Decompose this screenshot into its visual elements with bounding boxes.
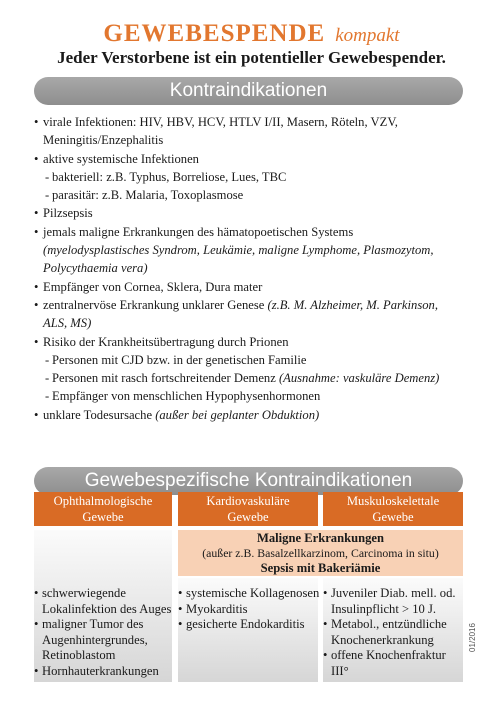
list-item-text: aktive systemische Infektionen	[43, 151, 199, 166]
contraindication-list	[34, 113, 474, 424]
malignant-subtitle: (außer z.B. Basalzellkarzinom, Carcinoma in situ)	[202, 546, 439, 560]
date-code: 01/2016	[468, 623, 477, 652]
list-item	[34, 351, 474, 369]
list-item-text: Meningitis/Enzephalitis	[43, 133, 164, 148]
list-item-line: Augenhintergrundes,	[42, 632, 148, 647]
list-item	[34, 296, 474, 314]
list-item	[34, 333, 474, 351]
section-banner-tissue-specific: Gewebespezifische Kontraindikationen	[34, 467, 463, 495]
list-item-note: (z.B. M. Alzheimer, M. Parkinson,	[267, 297, 438, 312]
list-item-line: • Hornhauterkrankungen	[42, 663, 159, 678]
list-item	[34, 186, 474, 204]
list-item-line: • maligner Tumor des	[42, 617, 144, 632]
list-item	[34, 314, 474, 332]
list-item-line: • offene Knochenfraktur	[331, 648, 446, 663]
list-item	[34, 586, 174, 617]
column-header-line: Kardiovaskuläre	[206, 494, 290, 508]
list-item-text: zentralnervöse Erkrankung unklarer Genese	[43, 297, 268, 312]
title-suffix: kompakt	[335, 25, 400, 46]
list-item-text: Risiko der Krankheitsübertragung durch Prionen	[43, 334, 289, 349]
list-item	[34, 131, 474, 149]
column-header-line: Ophthalmologische	[53, 494, 153, 508]
list-item-text: jemals maligne Erkrankungen des hämatopoetischen Systems	[43, 224, 354, 239]
list-item	[34, 223, 474, 241]
list-item-text: unklare Todesursache	[43, 407, 156, 422]
list-item-line: Knochenerkrankung	[331, 632, 434, 647]
column-header-cardiovascular	[178, 492, 318, 526]
list-item	[34, 278, 474, 296]
title-line	[0, 20, 503, 48]
list-item-line: Insulinpflicht > 10 J.	[331, 601, 437, 616]
list-item-text: Personen mit CJD bzw. in der genetischen Familie	[52, 352, 307, 367]
list-item-line: • gesicherte Endokarditis	[186, 617, 305, 632]
list-item	[34, 259, 474, 277]
list-item	[34, 369, 474, 387]
list-item-line: • Myokarditis	[186, 601, 248, 616]
list-item-line: • Juveniler Diab. mell. od.	[331, 586, 456, 600]
list-item	[34, 241, 474, 259]
list-item	[34, 617, 174, 664]
list-item-line: • schwerwiegende	[42, 586, 126, 600]
list-item	[34, 168, 474, 186]
list-item-note: Polycythaemia vera)	[43, 261, 148, 276]
list-item	[34, 664, 174, 680]
section-banner-contraindications: Kontraindikationen	[34, 77, 463, 105]
list-item-text: bakteriell: z.B. Typhus, Borreliose, Lues, TBC	[52, 169, 287, 184]
list-item	[323, 648, 463, 679]
ophthalmologic-list	[34, 586, 174, 680]
list-item	[34, 113, 474, 131]
cardiovascular-list	[178, 586, 320, 633]
list-item-text: Empfänger von Cornea, Sklera, Dura mater	[43, 279, 263, 294]
list-item	[34, 204, 474, 222]
list-item-note: (myelodysplastisches Syndrom, Leukämie, maligne Lymphome, Plasmozytom,	[43, 243, 434, 258]
list-item	[34, 150, 474, 168]
list-item	[178, 602, 320, 618]
list-item-text: virale Infektionen: HIV, HBV, HCV, HTLV I/II, Masern, Röteln, VZV,	[43, 115, 398, 129]
list-item-text: Personen mit rasch fortschreitender Demenz	[52, 371, 279, 386]
list-item-line: • Metabol., entzündliche	[331, 617, 447, 632]
list-item-line: III°	[331, 663, 349, 678]
list-item-line: • systemische Kollagenosen	[186, 586, 320, 600]
page-title: GEWEBESPENDE	[103, 20, 326, 47]
list-item-text: Pilzsepsis	[43, 206, 93, 221]
column-header-ophthalmologic	[34, 492, 172, 526]
column-header-musculoskeletal	[323, 492, 463, 526]
musculoskeletal-list	[323, 586, 463, 680]
list-item	[178, 586, 320, 602]
list-item	[323, 617, 463, 648]
list-item-note: ALS, MS)	[43, 316, 92, 331]
column-header-line: Gewebe	[372, 510, 414, 524]
list-item	[34, 387, 474, 405]
page-subtitle: Jeder Verstorbene ist ein potentieller Gewebespender.	[57, 48, 446, 67]
list-item-text: parasitär: z.B. Malaria, Toxoplasmose	[52, 188, 244, 203]
column-header-line: Gewebe	[227, 510, 269, 524]
column-header-line: Muskuloskelettale	[346, 494, 440, 508]
column-header-line: Gewebe	[82, 510, 124, 524]
list-item	[178, 617, 320, 633]
sepsis-label: Sepsis mit Bakeriämie	[260, 561, 381, 575]
list-item	[323, 586, 463, 617]
malignant-box	[178, 530, 463, 576]
list-item-note: (Ausnahme: vaskuläre Demenz)	[278, 371, 440, 386]
list-item-note: (außer bei geplanter Obduktion)	[155, 407, 320, 422]
list-item-line: Lokalinfektion des Auges	[42, 601, 172, 616]
list-item-text: Empfänger von menschlichen Hypophysenhormonen	[52, 389, 321, 404]
list-item	[34, 406, 474, 424]
list-item-line: Retinoblastom	[42, 648, 116, 663]
malignant-title: Maligne Erkrankungen	[256, 531, 384, 545]
